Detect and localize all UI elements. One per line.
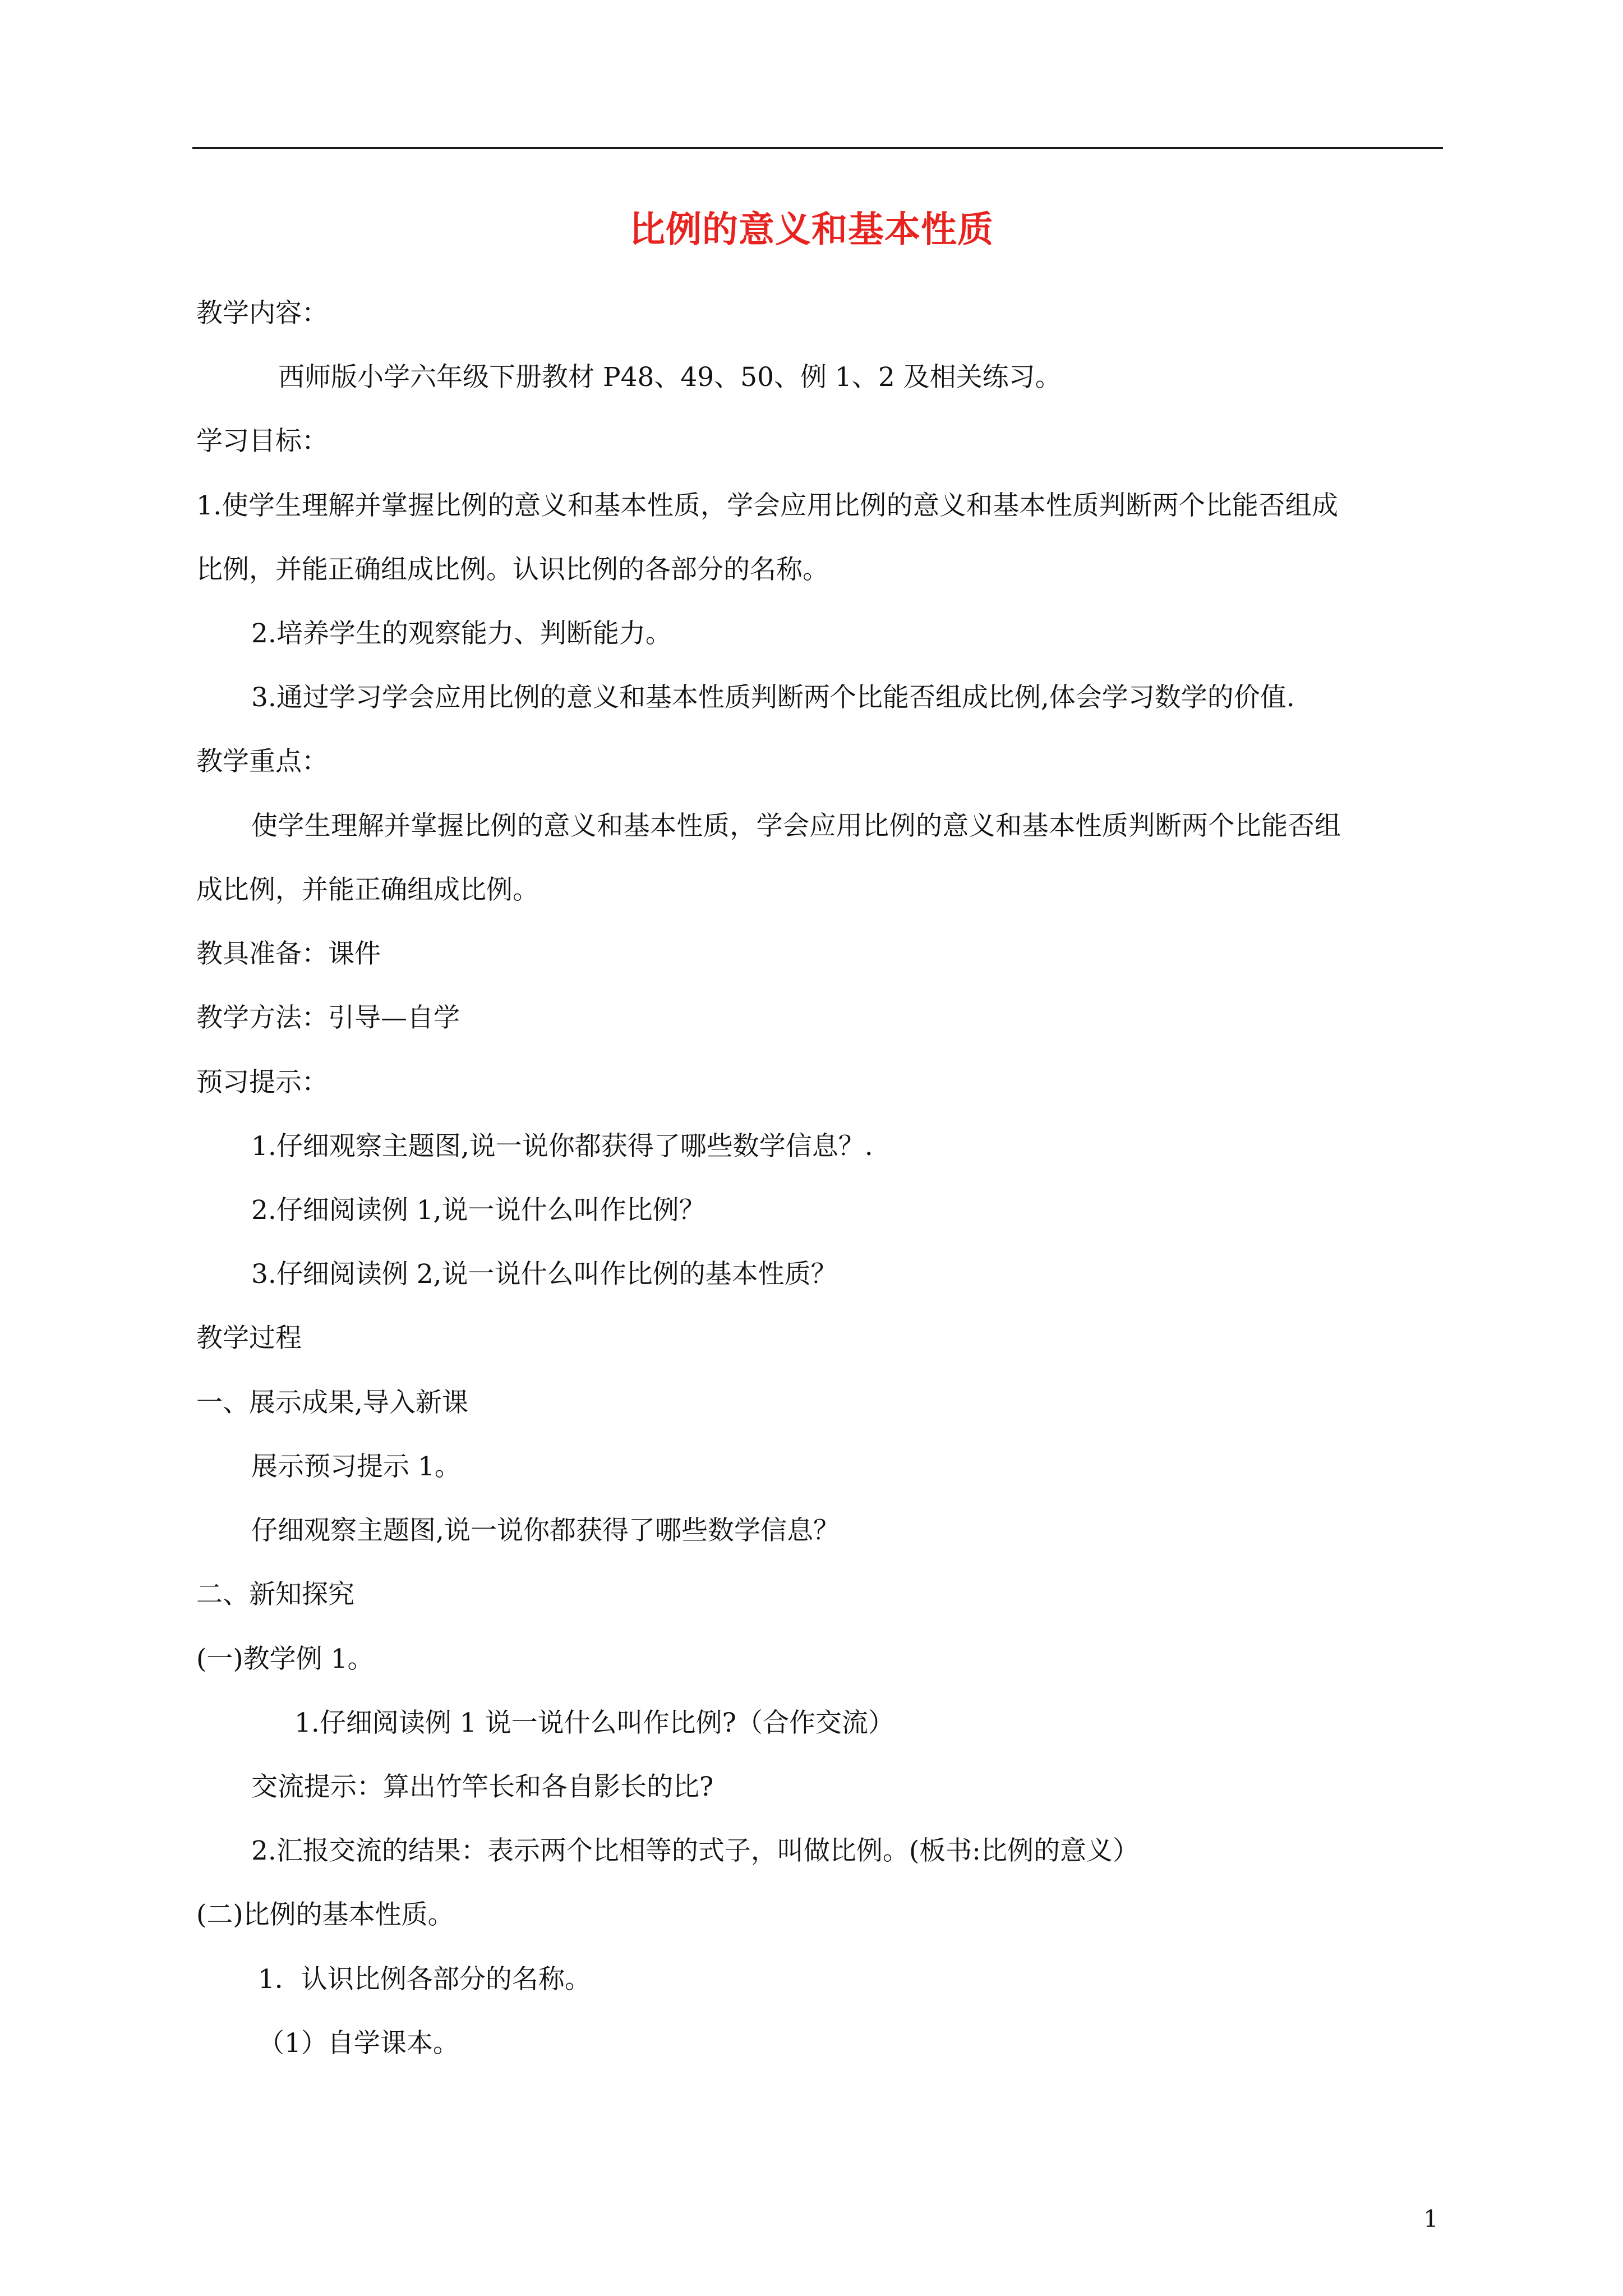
text-line: 2.仔细阅读例 1,说一说什么叫作比例？ bbox=[251, 1195, 706, 1226]
text-line: 3.仔细阅读例 2,说一说什么叫作比例的基本性质？ bbox=[251, 1259, 837, 1290]
text-line: 1.仔细阅读例 1 说一说什么叫作比例?（合作交流） bbox=[294, 1708, 895, 1738]
text-line: 1．认识比例各部分的名称。 bbox=[258, 1964, 591, 1995]
text-line: 教学过程 bbox=[196, 1323, 302, 1354]
text-line: 西师版小学六年级下册教材 P48、49、50、例 1、2 及相关练习。 bbox=[278, 362, 1062, 393]
document-title: 比例的意义和基本性质 bbox=[629, 209, 994, 251]
text-line: 教学内容： bbox=[196, 298, 328, 329]
text-line: (二)比例的基本性质。 bbox=[196, 1899, 454, 1930]
text-line: 比例，并能正确组成比例。认识比例的各部分的名称。 bbox=[196, 554, 829, 585]
text-line: 预习提示： bbox=[196, 1067, 328, 1098]
text-line: 交流提示：算出竹竿长和各自影长的比? bbox=[251, 1772, 714, 1802]
text-line: 教具准备：课件 bbox=[196, 938, 381, 969]
text-line: 使学生理解并掌握比例的意义和基本性质，学会应用比例的意义和基本性质判断两个比能否组 bbox=[251, 811, 1341, 841]
text-line: 学习目标： bbox=[196, 426, 328, 457]
text-line: 教学重点： bbox=[196, 746, 328, 777]
text-line: 1.仔细观察主题图,说一说你都获得了哪些数学信息？. bbox=[251, 1131, 873, 1162]
text-line: 2.培养学生的观察能力、判断能力。 bbox=[251, 618, 672, 649]
text-line: （1）自学课本。 bbox=[258, 2028, 459, 2059]
text-line: 3.通过学习学会应用比例的意义和基本性质判断两个比能否组成比例,体会学习数学的价值. bbox=[251, 682, 1295, 713]
header-rule bbox=[192, 147, 1443, 149]
text-line: 仔细观察主题图,说一说你都获得了哪些数学信息？ bbox=[251, 1515, 840, 1546]
text-line: 2.汇报交流的结果：表示两个比相等的式子，叫做比例。(板书:比例的意义） bbox=[251, 1835, 1140, 1866]
text-line: 一、展示成果,导入新课 bbox=[196, 1387, 468, 1418]
text-line: 1.使学生理解并掌握比例的意义和基本性质，学会应用比例的意义和基本性质判断两个比能否组成 bbox=[196, 490, 1339, 521]
text-line: 二、新知探究 bbox=[196, 1579, 354, 1610]
text-line: 教学方法：引导—自学 bbox=[196, 1002, 460, 1033]
text-line: 成比例，并能正确组成比例。 bbox=[196, 875, 539, 905]
text-line: (一)教学例 1。 bbox=[196, 1644, 374, 1674]
page-number: 1 bbox=[1423, 2205, 1438, 2233]
text-line: 展示预习提示 1。 bbox=[251, 1451, 461, 1482]
